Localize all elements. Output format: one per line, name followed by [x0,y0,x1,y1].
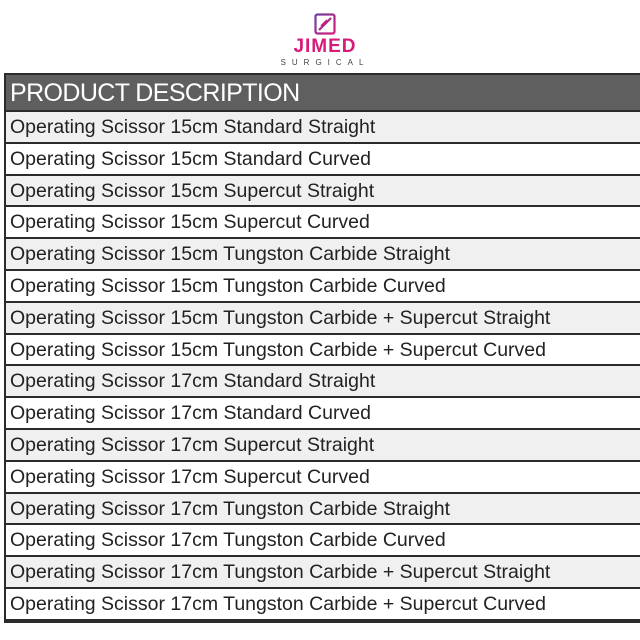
table-row: Operating Scissor 15cm Supercut Curved [6,207,640,239]
table-header: PRODUCT DESCRIPTION [6,75,640,112]
table-row: Operating Scissor 17cm Tungston Carbide + Supercut Curved [6,589,640,621]
table-row: Operating Scissor 17cm Tungston Carbide Curved [6,525,640,557]
brand-name: JIMED [293,36,357,57]
table-row: Operating Scissor 17cm Standard Straight [6,366,640,398]
table-row: Operating Scissor 17cm Tungston Carbide + Supercut Straight [6,557,640,589]
table-row: Operating Scissor 17cm Tungston Carbide Straight [6,494,640,526]
table-row: Operating Scissor 15cm Tungston Carbide Curved [6,271,640,303]
product-table [4,73,640,623]
table-row: Operating Scissor 17cm Standard Curved [6,398,640,430]
table-row: Operating Scissor 15cm Supercut Straight [6,176,640,208]
brand-tagline: SURGICAL [280,58,370,67]
table-row: Operating Scissor 15cm Tungston Carbide Straight [6,239,640,271]
table-row: Operating Scissor 17cm Supercut Straight [6,430,640,462]
square-leaf-logo-icon [313,12,337,36]
table-body [6,112,640,621]
table-row: Operating Scissor 15cm Standard Straight [6,112,640,144]
table-row: Operating Scissor 15cm Standard Curved [6,144,640,176]
brand-header [0,0,640,72]
table-row: Operating Scissor 15cm Tungston Carbide + Supercut Curved [6,335,640,367]
table-row: Operating Scissor 15cm Tungston Carbide + Supercut Straight [6,303,640,335]
table-row: Operating Scissor 17cm Supercut Curved [6,462,640,494]
